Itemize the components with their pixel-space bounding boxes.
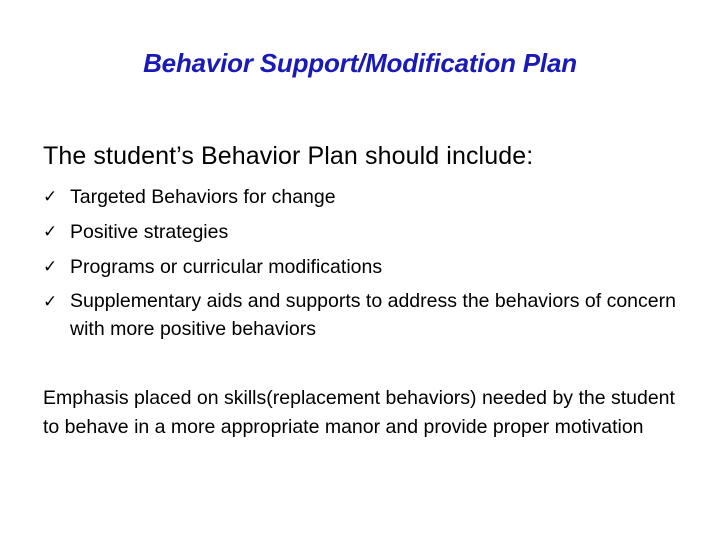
list-item-label: Supplementary aids and supports to address the behaviors of concern with more positive behaviors [70, 290, 676, 340]
checkmark-icon: ✓ [43, 187, 58, 206]
emphasis-paragraph: Emphasis placed on skills(replacement behaviors) needed by the student to behave in a more appropriate manor and provide proper motivation [43, 387, 675, 438]
intro-text: The student’s Behavior Plan should include: [43, 142, 534, 170]
list-item-label: Programs or curricular modifications [70, 256, 383, 278]
list-item [43, 182, 693, 212]
checklist [43, 182, 693, 348]
list-item-label: Targeted Behaviors for change [70, 186, 336, 208]
checkmark-icon: ✓ [43, 222, 58, 241]
list-item-label: Positive strategies [70, 221, 229, 243]
list-item [43, 287, 693, 343]
list-item [43, 217, 693, 247]
slide-title: Behavior Support/Modification Plan [143, 48, 577, 78]
list-item [43, 252, 693, 282]
checkmark-icon: ✓ [43, 257, 58, 276]
checkmark-icon: ✓ [43, 292, 58, 311]
